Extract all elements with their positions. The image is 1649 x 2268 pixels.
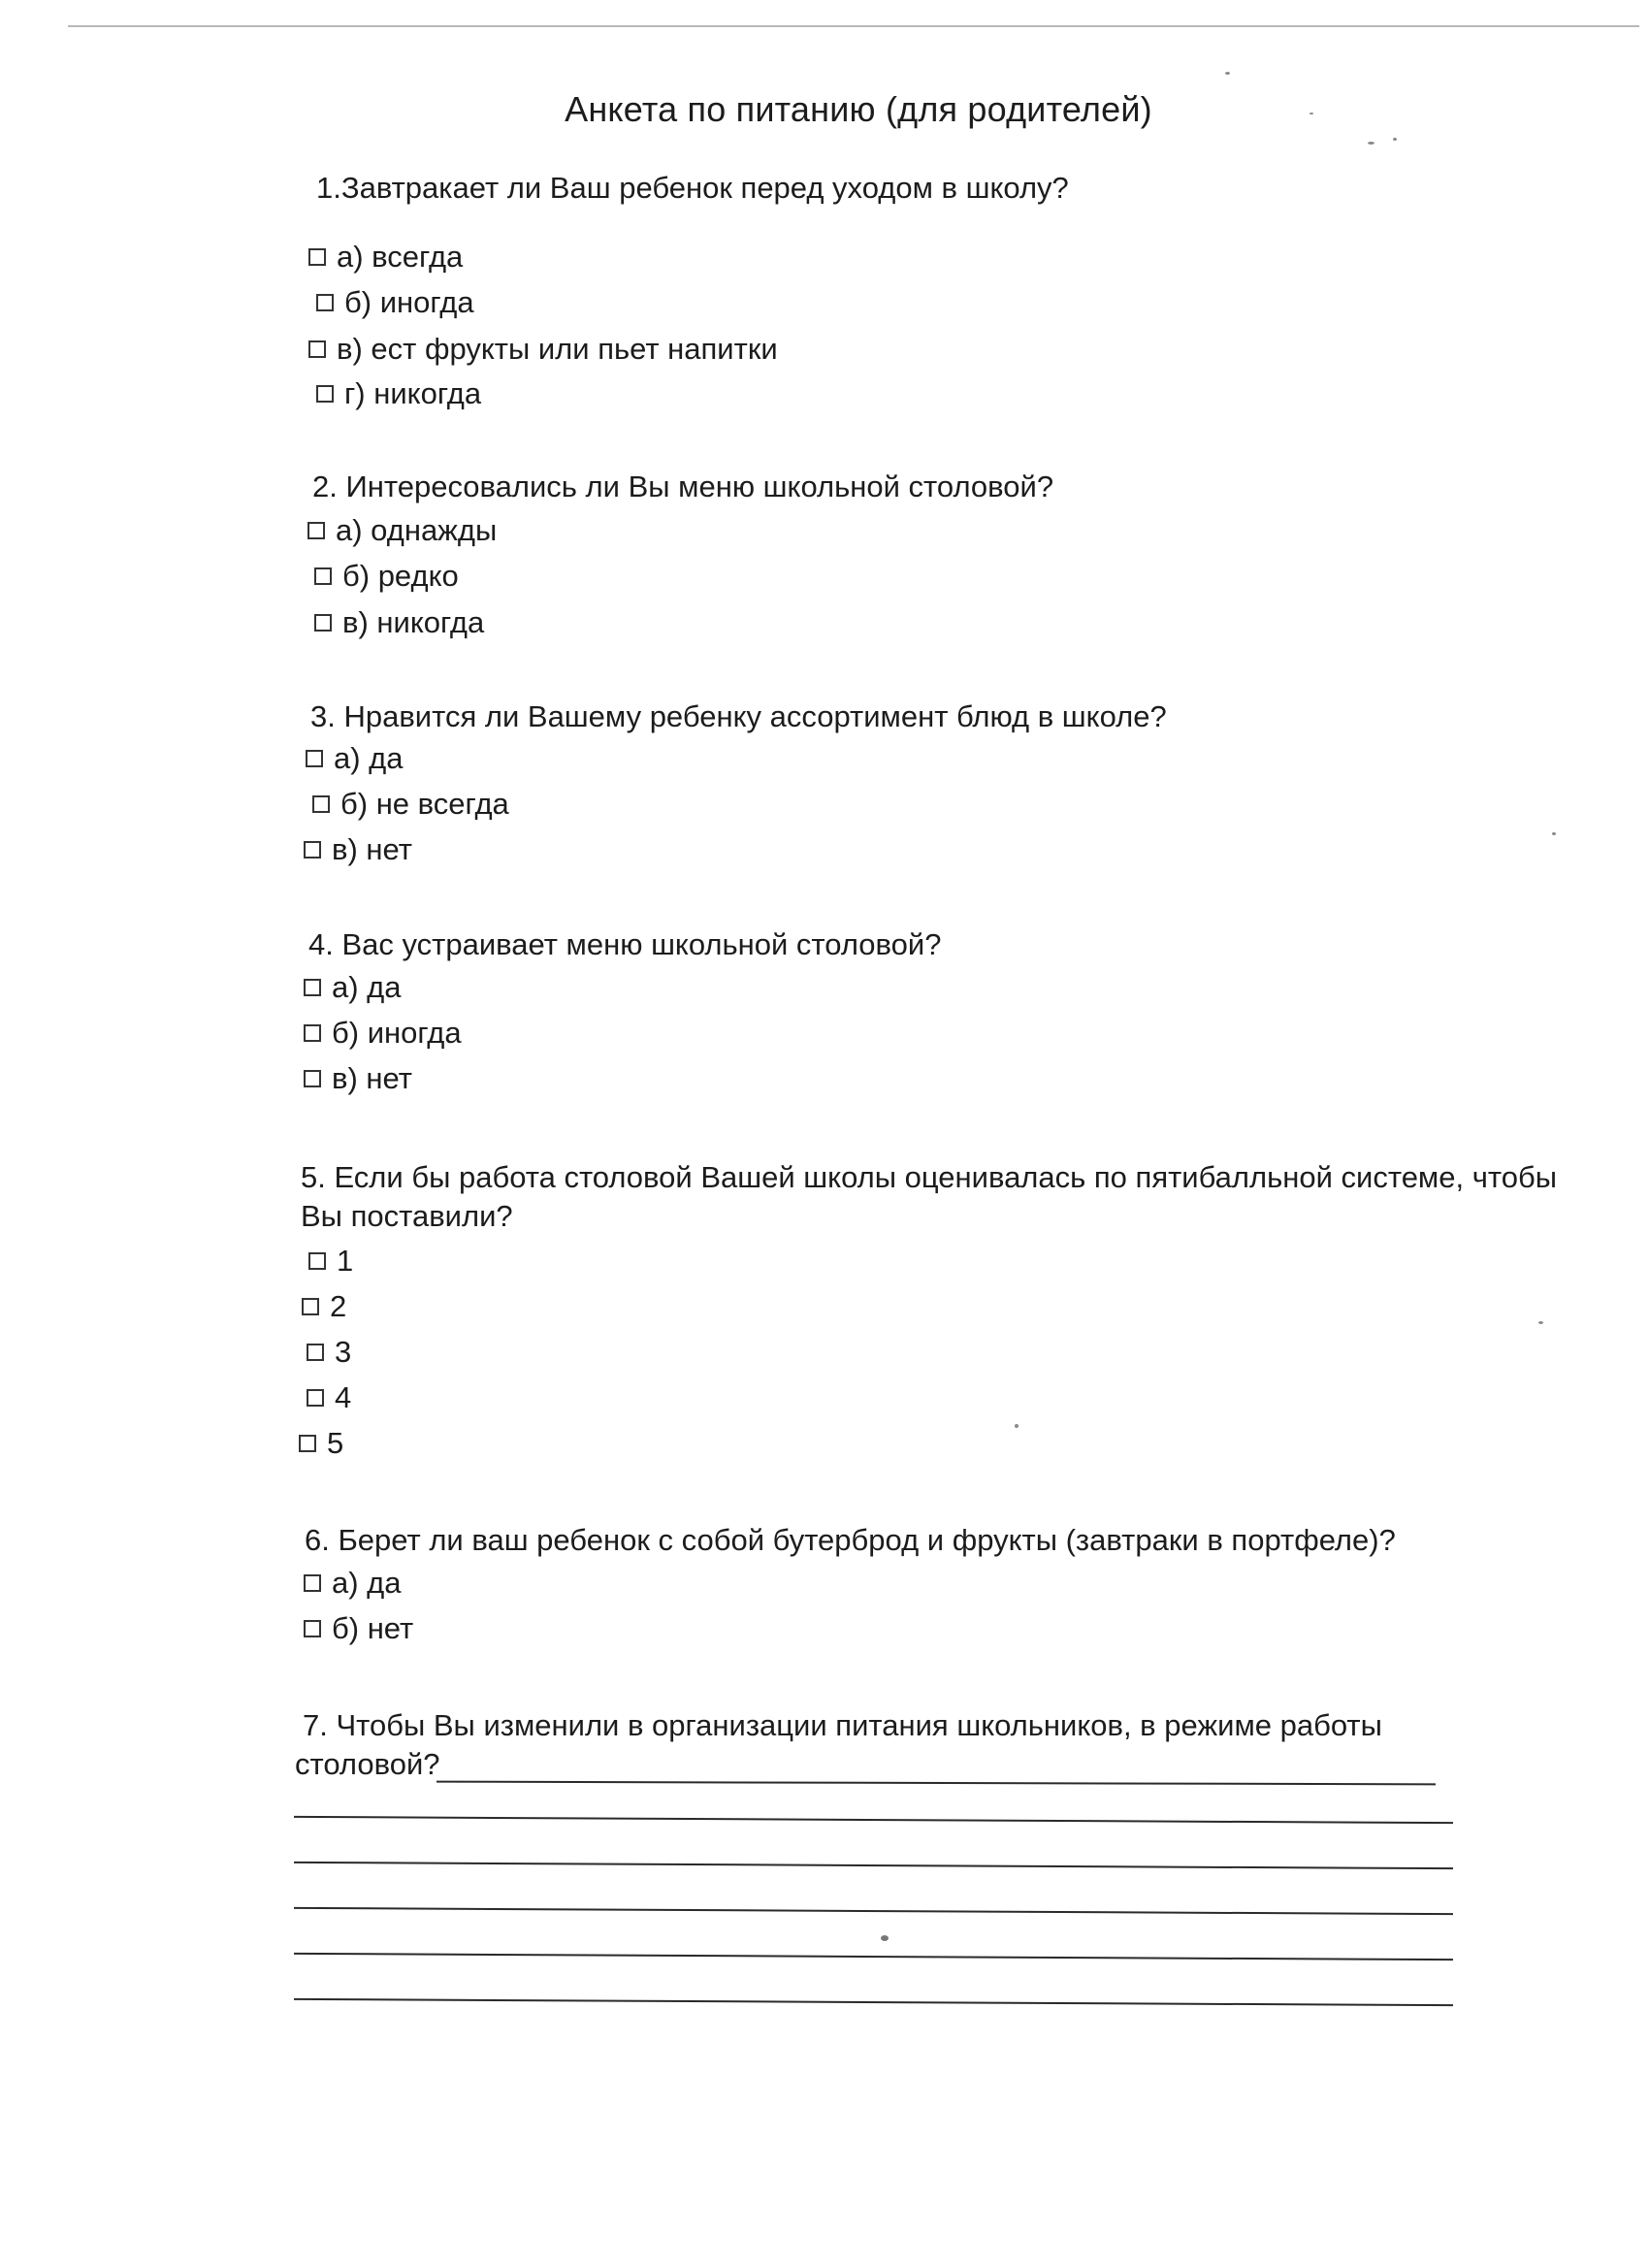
q5-option-3[interactable]: 3 [307,1333,351,1372]
checkbox-icon[interactable] [308,340,326,358]
answer-line-5[interactable] [294,1953,1453,1960]
q2-option-c[interactable]: в) никогда [314,603,484,642]
checkbox-icon[interactable] [308,1252,326,1270]
q1-option-d[interactable]: г) никогда [316,374,481,413]
question-2: 2. Интересовались ли Вы меню школьной столовой? [312,470,1054,503]
q4-option-c[interactable]: в) нет [304,1059,412,1098]
scan-speck [1393,138,1397,141]
scan-speck [1225,72,1230,75]
q1-option-c[interactable]: в) ест фрукты или пьет напитки [308,330,778,369]
scan-speck [1310,113,1313,114]
answer-line-1[interactable] [436,1781,1436,1786]
scan-speck [881,1935,889,1941]
scan-speck [1368,142,1374,145]
q5-option-1[interactable]: 1 [308,1242,353,1280]
q4-option-b[interactable]: б) иногда [304,1014,462,1053]
answer-line-2[interactable] [294,1816,1453,1824]
checkbox-icon[interactable] [306,750,323,767]
q3-option-b[interactable]: б) не всегда [312,785,509,824]
question-5-line1: 5. Если бы работа столовой Вашей школы оценивалась по пятибалльной системе, чтобы [301,1160,1557,1194]
q5-option-2[interactable]: 2 [302,1287,346,1326]
question-1: 1.Завтракает ли Ваш ребенок перед уходом в школу? [316,171,1069,205]
q3-option-a[interactable]: а) да [306,739,404,778]
question-7-line1: 7. Чтобы Вы изменили в организации питания школьников, в режиме работы [303,1708,1382,1742]
q1-option-b[interactable]: б) иногда [316,283,474,322]
checkbox-icon[interactable] [302,1298,319,1315]
scan-speck [1015,1424,1018,1428]
checkbox-icon[interactable] [299,1435,316,1452]
q1-option-a[interactable]: а) всегда [308,238,463,276]
q5-option-4[interactable]: 4 [307,1378,351,1417]
checkbox-icon[interactable] [316,385,334,403]
checkbox-icon[interactable] [304,1070,321,1087]
checkbox-icon[interactable] [304,1024,321,1042]
q5-option-5[interactable]: 5 [299,1424,343,1463]
checkbox-icon[interactable] [316,294,334,311]
q2-option-a[interactable]: а) однажды [307,511,497,550]
scan-speck [1552,832,1556,835]
checkbox-icon[interactable] [312,795,330,813]
checkbox-icon[interactable] [307,522,325,539]
top-rule [68,25,1639,27]
question-7-line2: столовой? [295,1747,440,1781]
checkbox-icon[interactable] [314,614,332,632]
page-title: Анкета по питанию (для родителей) [565,89,1152,129]
answer-line-4[interactable] [294,1907,1453,1915]
question-3: 3. Нравится ли Вашему ребенку ассортимент блюд в школе? [310,699,1167,733]
checkbox-icon[interactable] [304,841,321,859]
question-6: 6. Берет ли ваш ребенок с собой бутерброд и фрукты (завтраки в портфеле)? [305,1523,1396,1557]
q2-option-b[interactable]: б) редко [314,557,459,596]
checkbox-icon[interactable] [304,1620,321,1637]
answer-line-6[interactable] [294,1998,1453,2006]
q6-option-b[interactable]: б) нет [304,1609,413,1648]
checkbox-icon[interactable] [307,1389,324,1407]
q6-option-a[interactable]: а) да [304,1564,402,1603]
q3-option-c[interactable]: в) нет [304,830,412,869]
scan-speck [1538,1321,1543,1324]
checkbox-icon[interactable] [304,979,321,996]
checkbox-icon[interactable] [307,1344,324,1361]
checkbox-icon[interactable] [304,1574,321,1592]
q4-option-a[interactable]: а) да [304,968,402,1007]
checkbox-icon[interactable] [308,248,326,266]
checkbox-icon[interactable] [314,567,332,585]
question-4: 4. Вас устраивает меню школьной столовой? [308,927,942,961]
question-5-line2: Вы поставили? [301,1199,513,1233]
answer-line-3[interactable] [294,1862,1453,1869]
